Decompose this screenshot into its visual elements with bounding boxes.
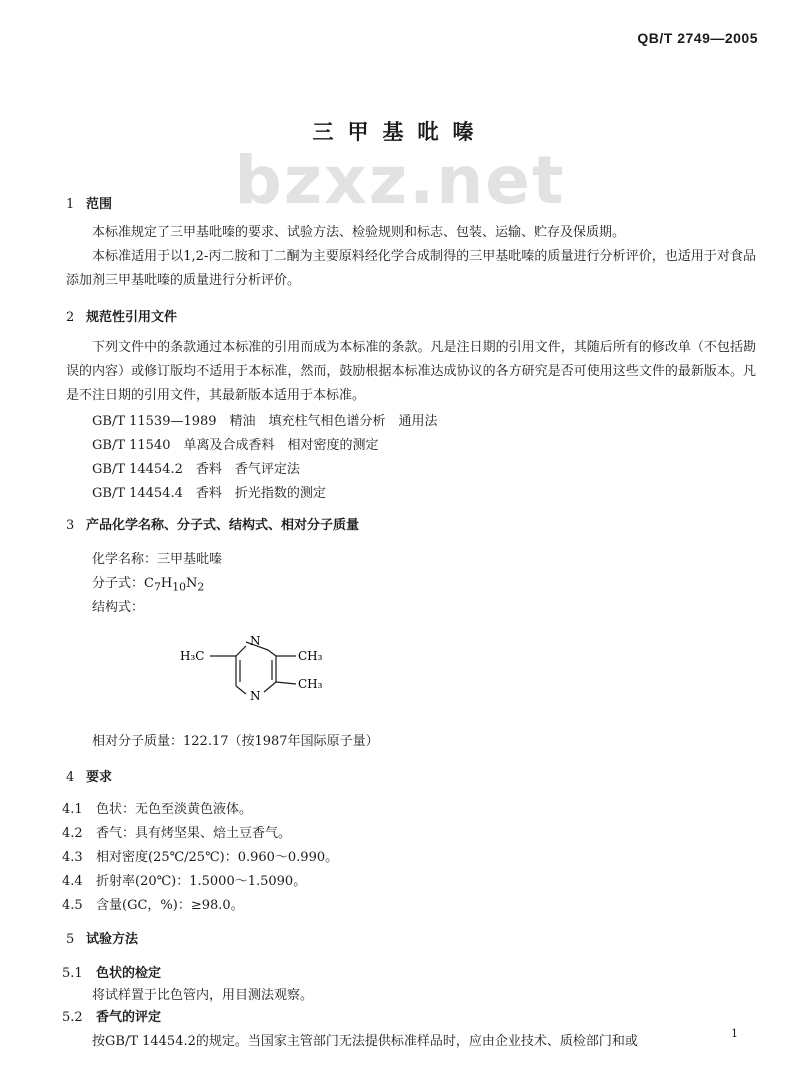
requirement-item: 4.5 含量(GC，%)：≥98.0。 bbox=[62, 898, 244, 913]
ring-nitrogen-bottom: N bbox=[250, 689, 261, 703]
section-4-heading: 4 要求 bbox=[66, 770, 113, 785]
reference-item: GB/T 11540 单离及合成香料 相对密度的测定 bbox=[92, 438, 379, 453]
section-1-title: 范围 bbox=[86, 197, 113, 212]
watermark: bzxz.net bbox=[234, 142, 566, 219]
section-1-para-2: 本标准适用于以1,2-丙二胺和丁二酮为主要原料经化学合成制得的三甲基吡嗪的质量进行分析评价，也适用于对食品添加剂三甲基吡嗪的质量进行分析评价。 bbox=[66, 249, 756, 288]
reference-item: GB/T 11539—1989 精油 填充柱气相色谱分析 通用法 bbox=[92, 414, 438, 429]
section-5-title: 试验方法 bbox=[86, 932, 139, 947]
section-4-title: 要求 bbox=[86, 770, 113, 785]
section-3-heading: 3 产品化学名称、分子式、结构式、相对分子质量 bbox=[66, 518, 360, 533]
section-5-heading: 5 试验方法 bbox=[66, 932, 139, 947]
ring-nitrogen-top: N bbox=[250, 634, 261, 648]
requirement-item: 4.1 色状：无色至淡黄色液体。 bbox=[62, 802, 253, 817]
reference-item: GB/T 14454.4 香料 折光指数的测定 bbox=[92, 486, 326, 501]
subsection-5-2-text: 按GB/T 14454.2的规定。当国家主管部门无法提供标准样品时，应由企业技术、质检部门和或 bbox=[92, 1034, 638, 1049]
pyrazine-ring bbox=[210, 642, 296, 694]
structure-label: 结构式： bbox=[92, 600, 145, 615]
subsection-5-1-heading: 5.1 色状的检定 bbox=[62, 966, 162, 981]
section-1-para-1: 本标准规定了三甲基吡嗪的要求、试验方法、检验规则和标志、包装、运输、贮存及保质期。 bbox=[92, 225, 626, 240]
section-2-heading: 2 规范性引用文件 bbox=[66, 310, 178, 325]
molecular-formula: 分子式：$C_7H_{10}N_2$ bbox=[92, 576, 205, 594]
section-2-title: 规范性引用文件 bbox=[86, 310, 178, 325]
methyl-group-left: H₃C bbox=[180, 649, 205, 663]
standard-code: QB/T 2749—2005 bbox=[637, 30, 758, 46]
structural-formula bbox=[180, 630, 340, 710]
subsection-5-2-heading: 5.2 香气的评定 bbox=[62, 1010, 162, 1025]
methyl-group-right-bottom: CH₃ bbox=[298, 677, 323, 691]
section-1-heading: 1 范围 bbox=[66, 197, 113, 212]
requirement-item: 4.4 折射率(20℃)：1.5000～1.5090。 bbox=[62, 874, 307, 889]
relative-molecular-mass: 相对分子质量：122.17（按1987年国际原子量） bbox=[92, 734, 379, 749]
chemical-name: 化学名称：三甲基吡嗪 bbox=[92, 552, 223, 567]
document-title: 三甲基吡嗪 bbox=[312, 119, 488, 144]
section-3-title: 产品化学名称、分子式、结构式、相对分子质量 bbox=[86, 518, 360, 533]
methyl-group-right-top: CH₃ bbox=[298, 649, 323, 663]
requirement-item: 4.3 相对密度(25℃/25℃)：0.960～0.990。 bbox=[62, 850, 339, 865]
page-number: 1 bbox=[731, 1027, 738, 1040]
requirement-item: 4.2 香气：具有烤坚果、焙土豆香气。 bbox=[62, 826, 292, 841]
reference-item: GB/T 14454.2 香料 香气评定法 bbox=[92, 462, 300, 477]
subsection-5-1-text: 将试样置于比色管内，用目测法观察。 bbox=[92, 988, 314, 1003]
section-2-para-1: 下列文件中的条款通过本标准的引用而成为本标准的条款。凡是注日期的引用文件，其随后所有的修改单（不包括勘误的内容）或修订版均不适用于本标准，然而，鼓励根据本标准达成协议的各方研究是否可使用这些文件的最新版本。凡是不注日期的引用文件，其最新版本适用于本标准。 bbox=[66, 340, 756, 403]
